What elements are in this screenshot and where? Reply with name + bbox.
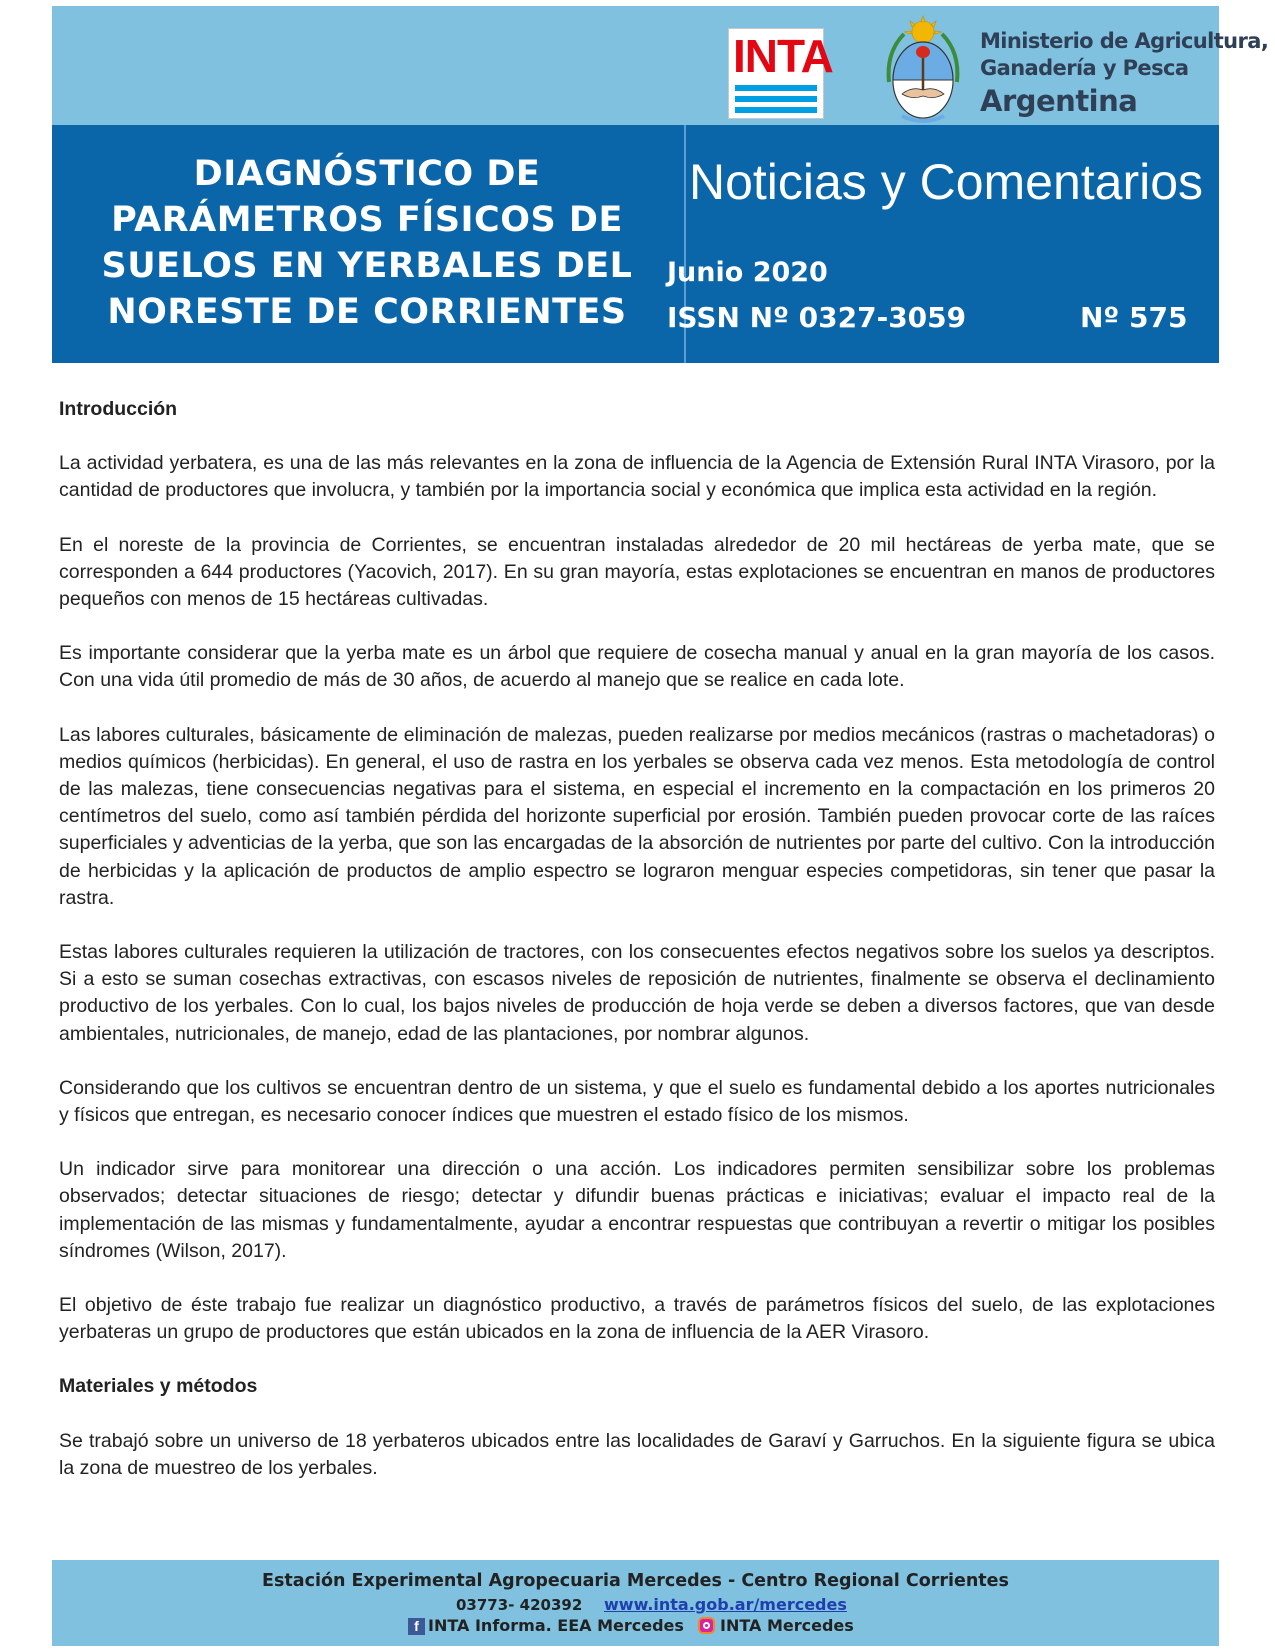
inta-logo-text: INTA	[733, 30, 833, 82]
paragraph: Considerando que los cultivos se encuentran dentro de un sistema, y que el suelo es fundamental debido a los aportes nutricionales y físicos que entregan, es necesario conocer índices que muestren el estado físico de los mismos.	[59, 1076, 1215, 1127]
article-body	[59, 396, 1215, 1509]
header-logo-bar	[52, 6, 1269, 125]
instagram-icon	[698, 1617, 715, 1634]
paragraph: Se trabajó sobre un universo de 18 yerbateros ubicados entre las localidades de Garaví y Garruchos. En la siguiente figura se ubica la zona de muestreo de los yerbales.	[59, 1429, 1215, 1479]
argentina-coat-of-arms-icon	[880, 12, 966, 128]
document-title-line: SUELOS EN YERBALES DEL	[101, 246, 633, 286]
inta-logo-stripe	[735, 107, 817, 113]
series-name: Noticias y Comentarios	[688, 154, 1204, 210]
document-title-line: PARÁMETROS FÍSICOS DE	[111, 200, 623, 240]
inta-logo-stripe	[735, 85, 817, 91]
footer	[52, 1560, 1219, 1646]
paragraph: Estas labores culturales requieren la utilización de tractores, con los consecuentes efectos negativos sobre los suelos ya descriptos. Si a esto se suman cosechas extractivas, con escasos niveles de reposición de nutrientes, finalmente se observa el declinamiento productivo de los yerbales. Con lo cual, los bajos niveles de producción de hoja verde se deben a diversos factores, que van desde ambientales, nutricionales, de manejo, edad de las plantaciones, por nombrar algunos.	[59, 941, 1215, 1045]
paragraph: En el noreste de la provincia de Corrientes, se encuentran instaladas alrededor de 20 mil hectáreas de yerba mate, que se corresponden a 644 productores (Yacovich, 2017). En su gran mayoría, estas explotaciones se encuentran en manos de productores pequeños con menos de 15 hectáreas cultivadas.	[59, 533, 1215, 611]
paragraph: La actividad yerbatera, es una de las más relevantes en la zona de influencia de la Agencia de Extensión Rural INTA Virasoro, por la cantidad de productores que involucra, y también por la importancia social y económica que implica esta actividad en la región.	[59, 452, 1215, 502]
inta-logo	[728, 28, 833, 119]
issue-number: Nº 575	[1080, 301, 1188, 334]
paragraph: Un indicador sirve para monitorear una dirección o una acción. Los indicadores permiten sensibilizar sobre los problemas observados; detectar situaciones de riesgo; detectar y difundir buenas prácticas e iniciativas; evaluar el impacto real de la implementación de las mismas y fundamentalmente, ayudar a encontrar respuestas que contribuyan a revertir o mitigar los posibles síndromes (Wilson, 2017).	[59, 1158, 1215, 1262]
facebook-icon: f	[408, 1618, 425, 1635]
issue-date: Junio 2020	[667, 257, 828, 288]
title-band	[52, 125, 1219, 363]
document-title	[72, 151, 662, 335]
ministry-country: Argentina	[980, 84, 1138, 118]
footer-facebook[interactable]: INTA Informa. EEA Mercedes	[428, 1616, 684, 1635]
footer-instagram[interactable]: INTA Mercedes	[720, 1616, 854, 1635]
footer-phone: 03773- 420392	[456, 1596, 583, 1614]
inta-logo-stripe	[735, 96, 817, 102]
ministry-name-line2: Ganadería y Pesca	[980, 56, 1189, 80]
footer-website-link[interactable]: www.inta.gob.ar/mercedes	[604, 1595, 847, 1614]
section-heading-methods: Materiales y métodos	[59, 1375, 258, 1398]
section-heading-intro: Introducción	[59, 398, 178, 420]
paragraph: Las labores culturales, básicamente de eliminación de malezas, pueden realizarse por medios mecánicos (rastras o machetadoras) o medios químicos (herbicidas). En general, el uso de rastra en los yerbales se observa cada vez menos. Esta metodología de control de las malezas, tiene consecuencias negativas para el sistema, en especial el incremento en la compactación en los primeros 20 centímetros del suelo, como así también pérdida del horizonte superficial por erosión. También pueden provocar corte de las raíces superficiales y adventicias de la yerba, que son las encargadas de la absorción de nutrientes por parte del cultivo. Con la introducción de herbicidas y la aplicación de productos de amplio espectro se lograron menguar especies competidoras, sin tener que pasar la rastra.	[59, 723, 1215, 909]
ministry-name-line1: Ministerio de Agricultura,	[980, 29, 1269, 53]
document-title-line: DIAGNÓSTICO DE	[193, 154, 541, 194]
footer-station-name: Estación Experimental Agropecuaria Mercedes - Centro Regional Corrientes	[262, 1571, 1009, 1591]
document-title-line: NORESTE DE CORRIENTES	[107, 292, 627, 332]
paragraph: Es importante considerar que la yerba mate es un árbol que requiere de cosecha manual y anual en la gran mayoría de los casos. Con una vida útil promedio de más de 30 años, de acuerdo al manejo que se realice en cada lote.	[59, 642, 1215, 692]
ministry-logo	[980, 28, 1270, 124]
paragraph: El objetivo de éste trabajo fue realizar un diagnóstico productivo, a través de parámetros físicos del suelo, de las explotaciones yerbateras un grupo de productores que están ubicados en la zona de influencia de la AER Virasoro.	[59, 1294, 1215, 1344]
issn: ISSN Nº 0327-3059	[667, 301, 967, 334]
